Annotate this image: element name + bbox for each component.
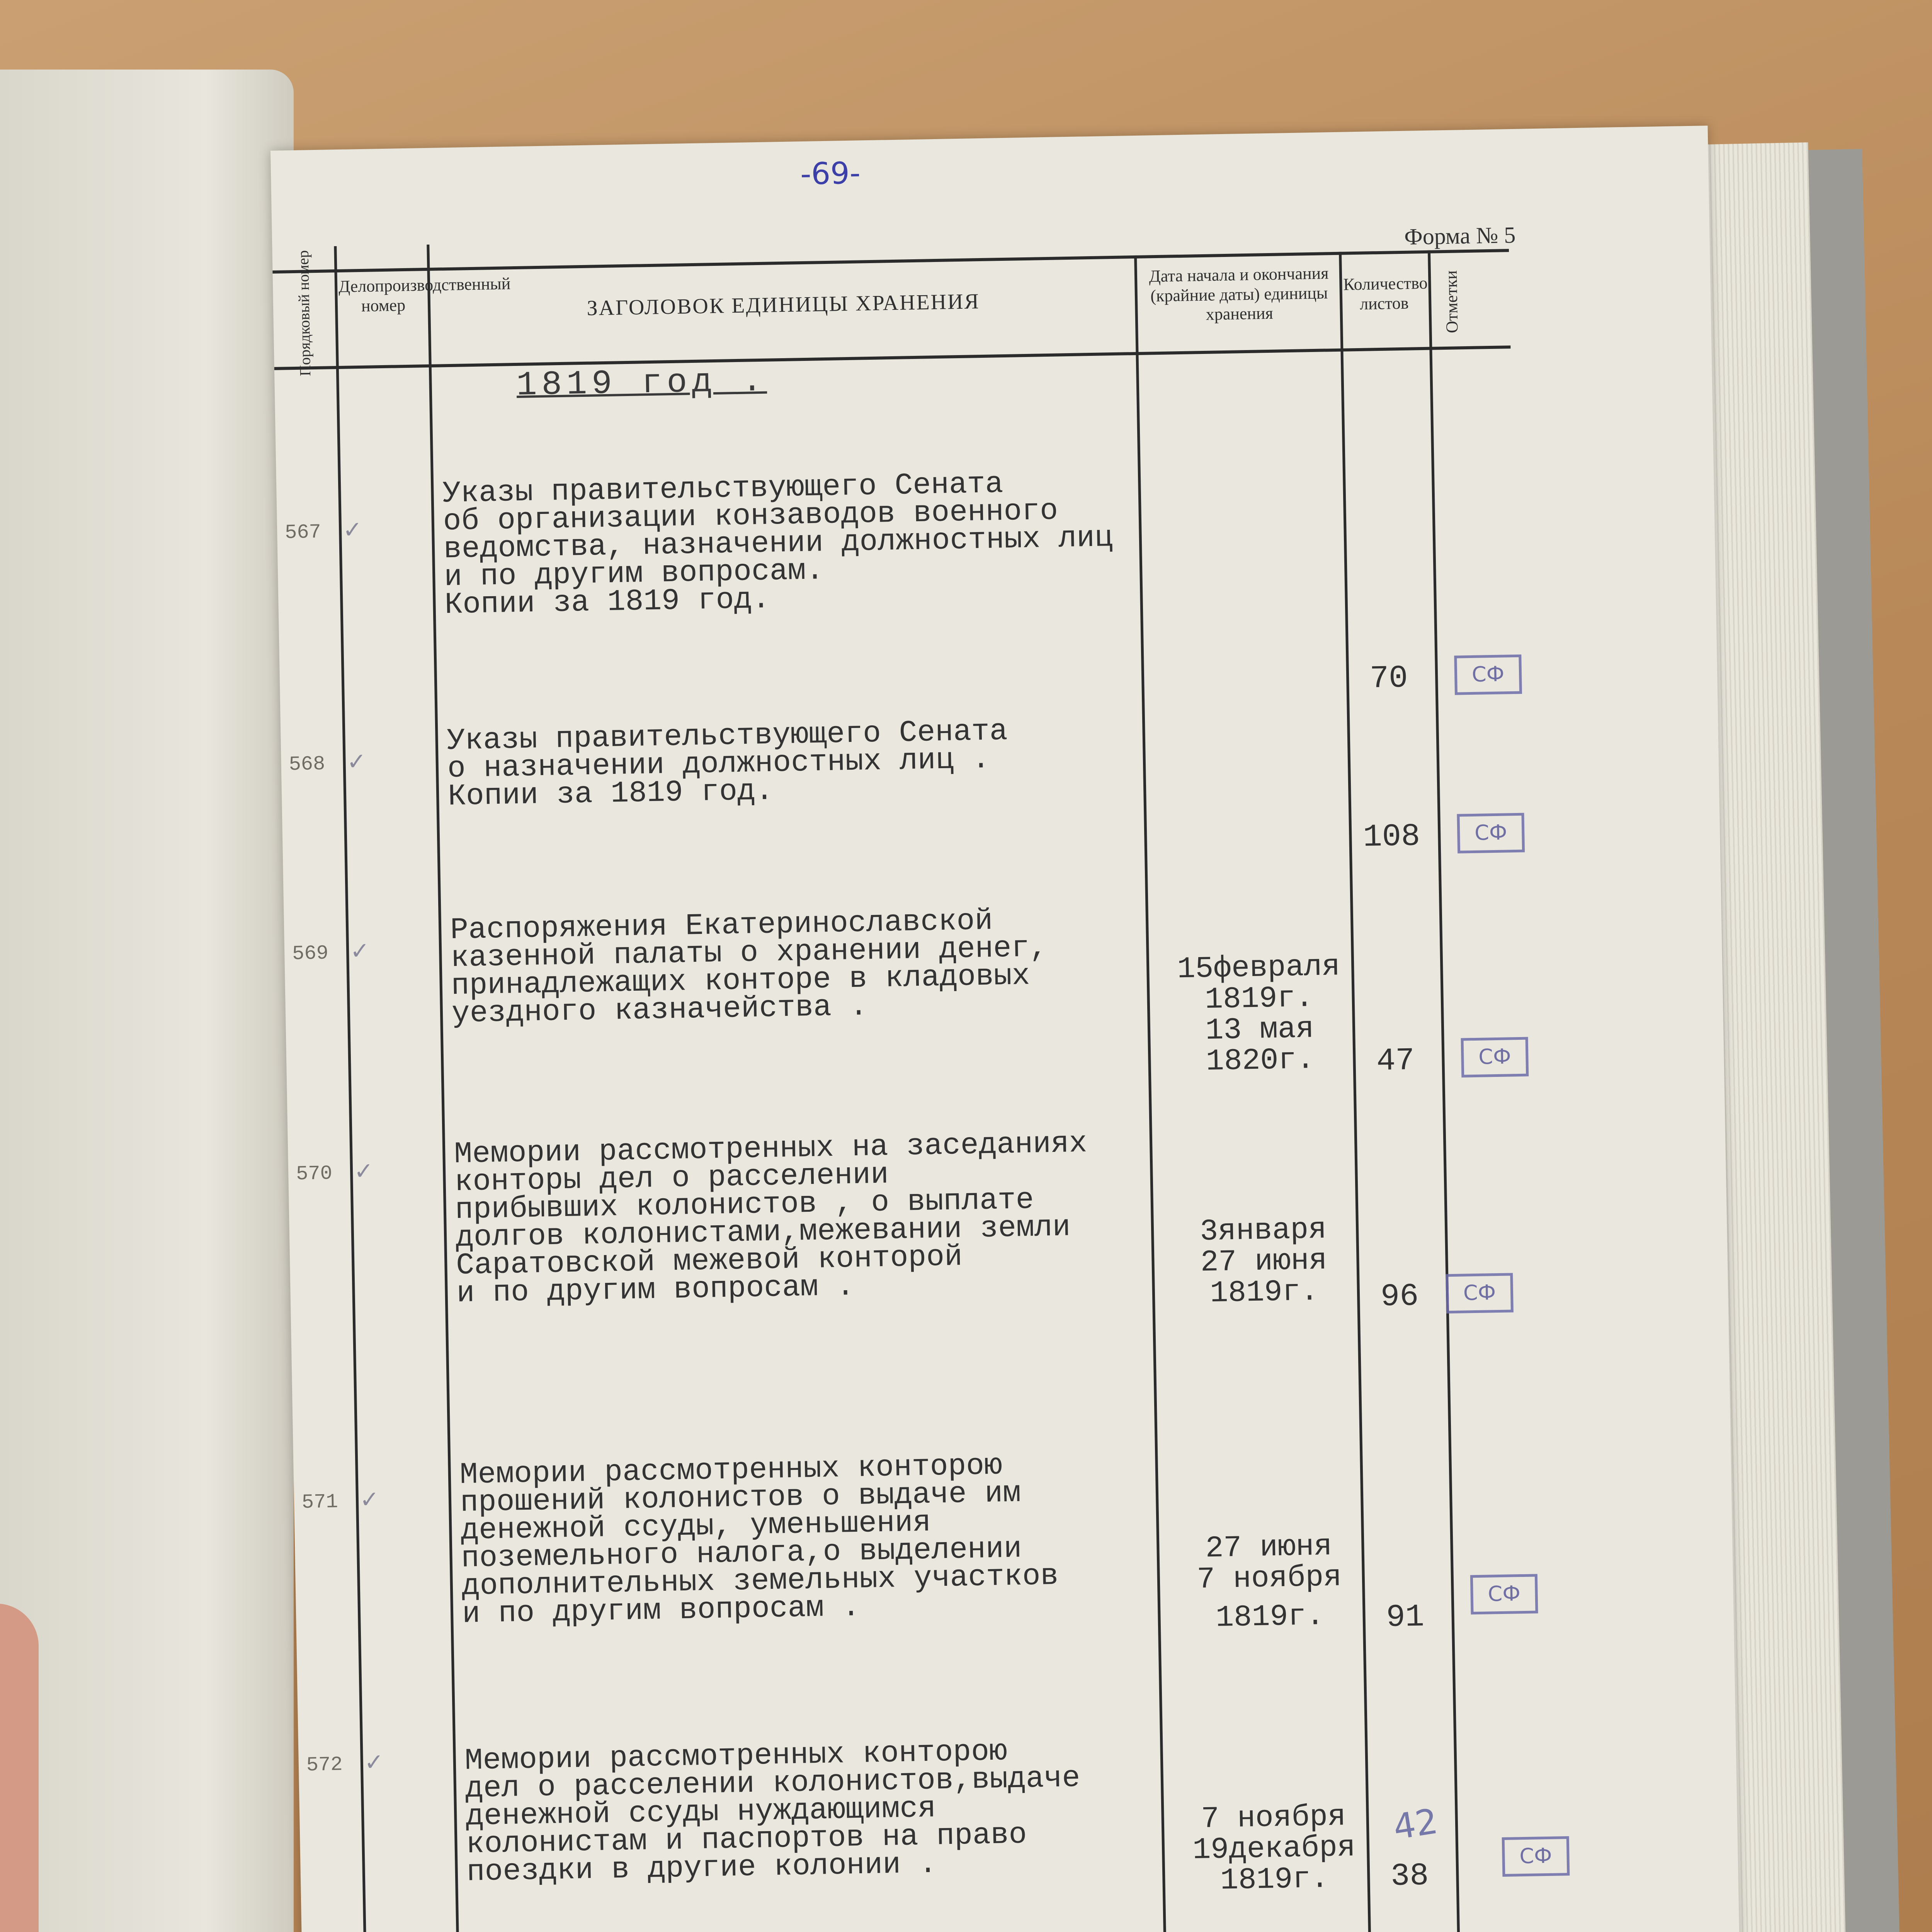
entry-sheet-count: 38: [1390, 1858, 1429, 1895]
entry-dates: [1177, 1801, 1371, 1897]
date-line: 1819г.: [1204, 981, 1314, 1017]
check-mark: ✓: [359, 1486, 379, 1514]
entry-title: Мемории рассмотренных конторою дел о расселении колонистов,выдаче денежной ссуды нуждающимся колонистам и паспортов на право поездки в другие колонии .: [464, 1735, 1081, 1889]
entry-sheet-count: 91: [1386, 1599, 1425, 1636]
date-line: 7 ноября: [1201, 1800, 1346, 1837]
finger: [0, 1604, 39, 1932]
date-line: 3января: [1199, 1213, 1327, 1249]
archive-stamp: СФ: [1457, 813, 1525, 854]
col-divider-4: [1339, 252, 1377, 1932]
entry-number: 568: [289, 752, 325, 776]
entry-sheet-count: 108: [1362, 818, 1421, 855]
date-line: 19декабря: [1192, 1830, 1356, 1868]
header-ordinal-number: Порядковый номер: [294, 250, 314, 376]
entry-title: Указы правительствующего Сената о назначении должностных лиц . Копии за 1819 год.: [446, 714, 1008, 814]
entry-sheet-count: 96: [1380, 1278, 1419, 1315]
check-mark: ✓: [354, 1157, 374, 1185]
check-mark: ✓: [350, 937, 370, 965]
document-page: [270, 126, 1747, 1932]
header-bottom-rule: [274, 345, 1511, 370]
archive-stamp: СФ: [1470, 1574, 1538, 1614]
date-line: 1820г.: [1206, 1043, 1315, 1079]
archive-stamp: СФ: [1461, 1037, 1529, 1078]
header-notes: Отметки: [1441, 270, 1462, 333]
date-line: 1819г.: [1215, 1599, 1325, 1635]
check-mark: ✓: [364, 1748, 384, 1776]
header-title: ЗАГОЛОВОК ЕДИНИЦЫ ХРАНЕНИЯ: [586, 289, 980, 320]
date-line: 13 мая: [1205, 1012, 1315, 1048]
entry-title: Мемории рассмотренных конторою прошений колонистов о выдаче им денежной ссуды, уменьшения поземельного налога,о выделении дополнительных земельных участков и по другим вопросам .: [459, 1449, 1059, 1631]
left-book-page: [0, 70, 294, 1932]
entry-number: 570: [296, 1162, 333, 1186]
col-divider-1: [334, 246, 372, 1932]
entry-number: 567: [284, 520, 321, 544]
entry-dates: [1172, 1531, 1367, 1634]
header-sheet-count: Количество листов: [1343, 273, 1428, 313]
date-line: 15февраля: [1177, 950, 1340, 987]
date-line: 1819г.: [1220, 1862, 1329, 1898]
date-line: 27 июня: [1205, 1529, 1333, 1566]
entry-number: 572: [306, 1753, 343, 1777]
entry-number: 571: [301, 1490, 338, 1514]
archive-stamp: СФ: [1446, 1273, 1514, 1313]
entry-sheet-count: 70: [1369, 660, 1408, 697]
check-mark: ✓: [342, 516, 363, 544]
entry-title: Мемории рассмотренных на заседаниях конторы дел о расселении прибывших колонистов , о выплате долгов колонистами,межевании земли Саратовской межевой конторой и по другим вопросам .: [454, 1126, 1088, 1311]
page-number: -69-: [800, 156, 861, 192]
header-dates: Дата начала и окончания (крайние даты) единицы хранения: [1149, 264, 1329, 324]
archive-stamp: СФ: [1502, 1836, 1570, 1877]
entry-dates: [1162, 951, 1357, 1078]
entry-dates: [1167, 1214, 1361, 1310]
year-heading: 1819 год .: [516, 362, 767, 405]
archive-stamp: СФ: [1454, 655, 1522, 695]
date-line: 7 ноября: [1196, 1560, 1342, 1597]
col-divider-5: [1428, 250, 1466, 1932]
col-divider-3: [1134, 255, 1172, 1932]
entry-number: 569: [292, 942, 329, 966]
entry-title: Распоряжения Екатеринославской казенной палаты о хранении денег, принадлежащих конторе в кладовых уездного казначейства .: [450, 904, 1048, 1031]
entry-title: Указы правительствующего Сената об организации конзаводов военного ведомства, назначении должностных лиц и по другим вопросам. Копии за 1819 год.: [442, 467, 1113, 622]
handwritten-correction: 42: [1390, 1801, 1441, 1848]
form-label: Форма № 5: [1404, 222, 1516, 250]
check-mark: ✓: [347, 748, 367, 776]
header-office-number: Делопроизводственный номер: [338, 274, 511, 315]
date-line: 27 июня: [1200, 1243, 1328, 1280]
date-line: 1819г.: [1209, 1275, 1319, 1311]
entry-sheet-count: 47: [1376, 1043, 1415, 1080]
